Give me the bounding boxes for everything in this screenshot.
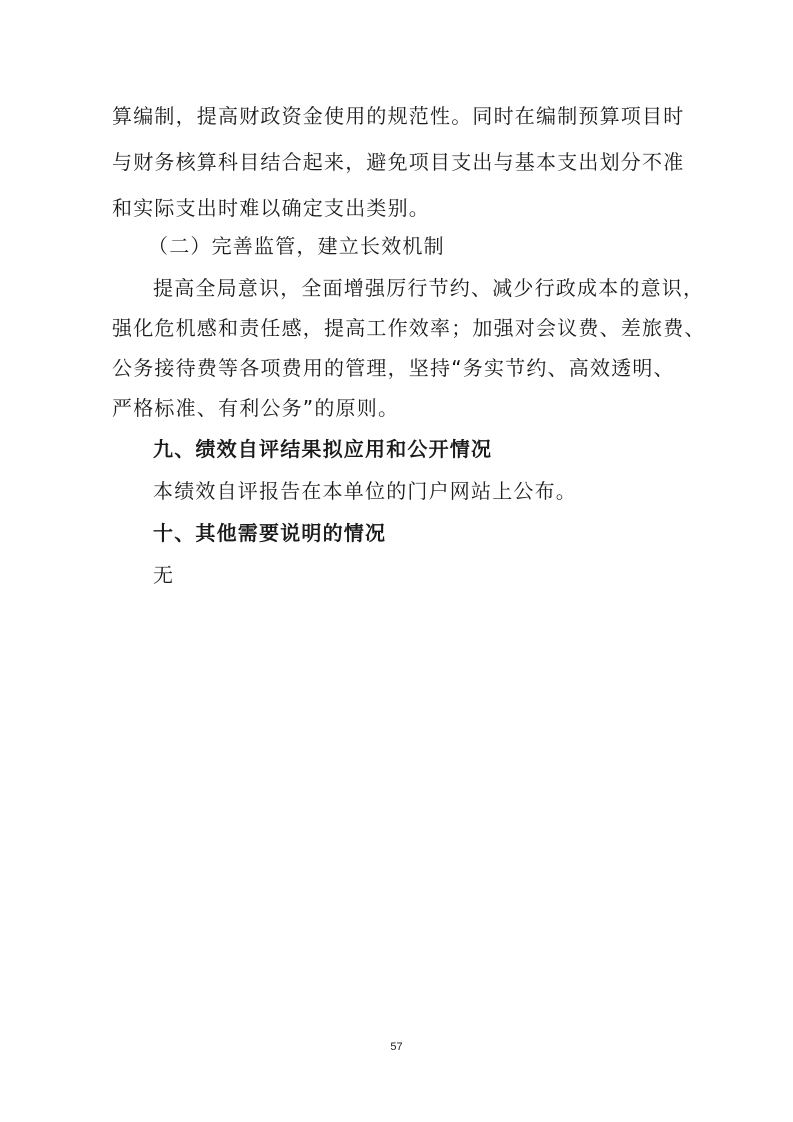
- section-body: 本绩效自评报告在本单位的门户网站上公布。: [153, 479, 577, 503]
- paragraph-line: 公务接待费等各项费用的管理，坚持“务实节约、高效透明、: [112, 356, 675, 380]
- paragraph-line: 和实际支出时难以确定支出类别。: [112, 196, 430, 220]
- section-body: 无: [153, 563, 175, 587]
- paragraph-line: 与财务核算科目结合起来，避免项目支出与基本支出划分不准: [112, 150, 685, 174]
- paragraph-line: 算编制，提高财政资金使用的规范性。同时在编制预算项目时: [112, 104, 685, 128]
- section-heading: 九、绩效自评结果拟应用和公开情况: [153, 437, 493, 461]
- paragraph-line: 提高全局意识，全面增强厉行节约、减少行政成本的意识，: [153, 276, 705, 300]
- section-heading: 十、其他需要说明的情况: [153, 521, 387, 545]
- page-number: 57: [390, 1041, 403, 1053]
- paragraph-line: 强化危机感和责任感，提高工作效率；加强对会议费、差旅费、: [112, 316, 706, 340]
- paragraph-line: 严格标准、有利公务”的原则。: [112, 396, 400, 420]
- subheading: （二）完善监管，建立长效机制: [148, 234, 445, 258]
